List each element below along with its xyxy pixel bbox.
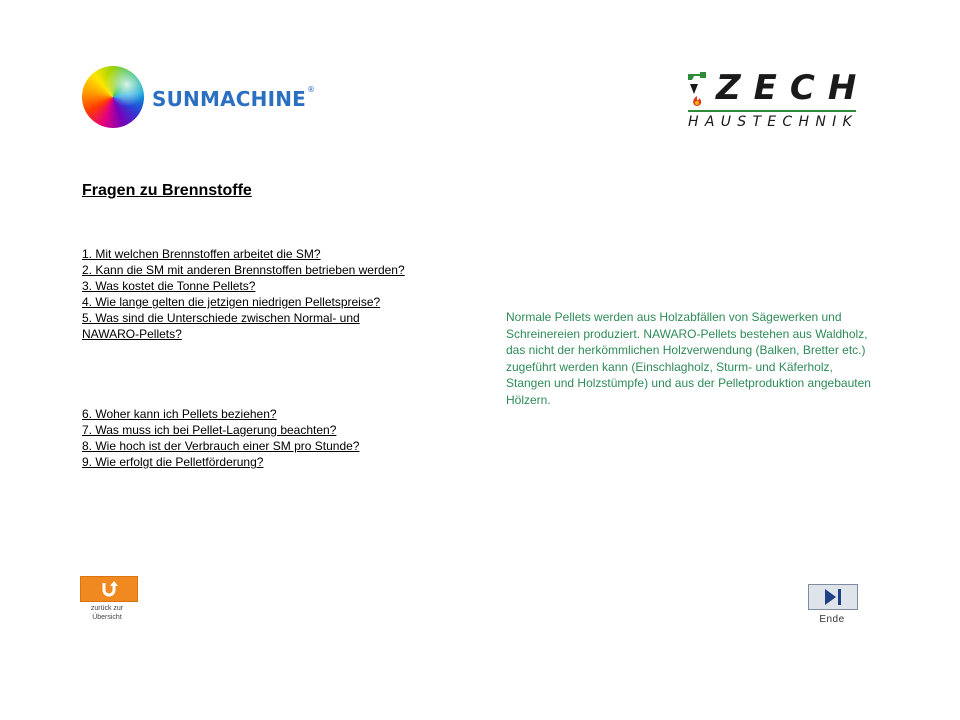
question-link-7[interactable]: 7. Was muss ich bei Pellet-Lagerung beachten?: [82, 423, 337, 437]
u-turn-icon: [99, 580, 119, 598]
list-item: [82, 294, 462, 310]
sunmachine-name: SUNMACHINE: [152, 87, 307, 111]
list-item: [82, 422, 462, 438]
back-to-overview-button[interactable]: [80, 576, 138, 602]
question-link-6[interactable]: 6. Woher kann ich Pellets beziehen?: [82, 407, 277, 421]
question-link-5[interactable]: 5. Was sind die Unterschiede zwischen Normal- und NAWARO-Pellets?: [82, 311, 360, 341]
list-item: [82, 262, 462, 278]
page-title: Fragen zu Brennstoffe: [82, 182, 252, 199]
list-item: [82, 454, 462, 470]
question-link-8[interactable]: 8. Wie hoch ist der Verbrauch einer SM pro Stunde?: [82, 439, 360, 453]
question-list: [82, 246, 462, 470]
back-button-label: zurück zur Übersicht: [90, 605, 124, 621]
zech-divider: [688, 110, 856, 112]
zech-logo: [686, 68, 870, 136]
list-item: [82, 310, 462, 342]
question-link-9[interactable]: 9. Wie erfolgt die Pelletförderung?: [82, 455, 264, 469]
sunmachine-logo: [82, 66, 315, 128]
question-link-3[interactable]: 3. Was kostet die Tonne Pellets?: [82, 279, 256, 293]
spacer: [82, 342, 462, 406]
question-link-4[interactable]: 4. Wie lange gelten die jetzigen niedrigen Pelletspreise?: [82, 295, 381, 309]
list-item: [82, 278, 462, 294]
list-item: [82, 246, 462, 262]
registered-mark: ®: [307, 85, 316, 94]
list-item: [82, 406, 462, 422]
question-link-2[interactable]: 2. Kann die SM mit anderen Brennstoffen betrieben werden?: [82, 263, 405, 277]
list-item: [82, 438, 462, 454]
answer-text: Normale Pellets werden aus Holzabfällen von Sägewerken und Schreinereien produziert. NAWARO-Pellets bestehen aus Waldholz, das nicht der herkömmlichen Holzverwendung (Balken, Bretter etc.) zugeführt werden kann (Einschlagholz, Sturm- und Käferholz, Stangen und Holzstümpfe) und aus der Pelletproduktion angebauten Hölzern.: [506, 310, 871, 407]
zech-name: ZECH: [716, 68, 870, 108]
zech-subtitle: HAUSTECHNIK: [688, 114, 859, 130]
skip-end-icon: [822, 588, 844, 606]
end-button-label: Ende: [819, 614, 845, 625]
question-link-1[interactable]: 1. Mit welchen Brennstoffen arbeitet die SM?: [82, 247, 321, 261]
flame-tap-icon: [686, 70, 708, 108]
end-button[interactable]: [808, 584, 858, 610]
sun-ball-icon: [82, 66, 144, 128]
